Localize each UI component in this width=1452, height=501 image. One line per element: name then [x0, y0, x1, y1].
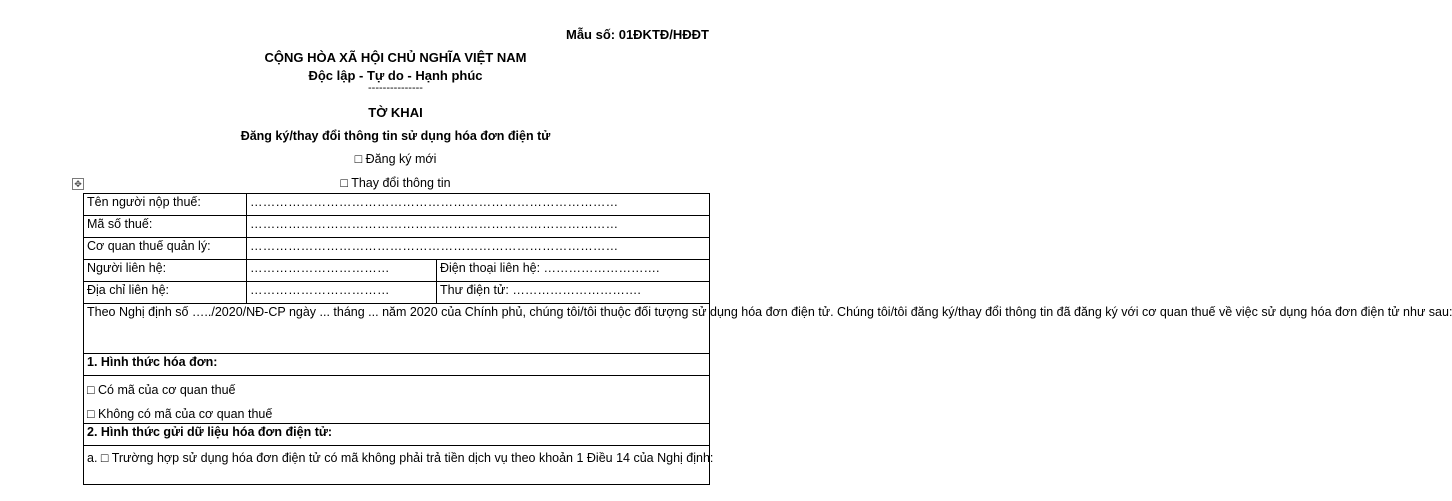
tax-office-field[interactable]: ……………………………………………………………………………: [247, 238, 710, 260]
table-row: [84, 282, 710, 304]
table-row: [84, 376, 710, 424]
option-without-tax-code[interactable]: □ Không có mã của cơ quan thuế: [87, 407, 273, 421]
email-field[interactable]: Thư điện tử: ………………………….: [437, 282, 710, 304]
section-1-title: 1. Hình thức hóa đơn:: [84, 354, 710, 376]
contact-person-field[interactable]: ……………………………: [247, 260, 437, 282]
address-label: Địa chỉ liên hệ:: [84, 282, 247, 304]
table-row: [84, 194, 710, 216]
document-subtitle: Đăng ký/thay đổi thông tin sử dụng hóa đơn điện tử: [240, 129, 551, 143]
registration-table: [83, 193, 1452, 485]
intro-paragraph: Theo Nghị định số …../2020/NĐ-CP ngày ... tháng ... năm 2020 của Chính phủ, chúng tôi/tôi thuộc đối tượng sử dụng hóa đơn điện tử. Chúng tôi/tôi đăng ký/thay đổi thông tin đã đăng ký với cơ quan thuế về việc sử dụng hóa đơn điện tử như sau:: [84, 304, 710, 354]
taxpayer-name-field[interactable]: ……………………………………………………………………………: [247, 194, 710, 216]
section-1-options: [84, 376, 710, 424]
header-divider: ---------------: [368, 82, 423, 94]
section-2-title: 2. Hình thức gửi dữ liệu hóa đơn điện tử:: [84, 424, 710, 446]
tax-code-label: Mã số thuế:: [84, 216, 247, 238]
contact-person-label: Người liên hệ:: [84, 260, 247, 282]
section-2-item-a[interactable]: a. □ Trường hợp sử dụng hóa đơn điện tử có mã không phải trả tiền dịch vụ theo khoản 1 Điều 14 của Nghị định:: [84, 446, 710, 485]
option-change-info[interactable]: □ Thay đổi thông tin: [340, 176, 451, 190]
taxpayer-name-label: Tên người nộp thuế:: [84, 194, 247, 216]
table-row: [84, 238, 710, 260]
table-row: [84, 216, 710, 238]
address-field[interactable]: ……………………………: [247, 282, 437, 304]
option-new-registration[interactable]: □ Đăng ký mới: [354, 152, 437, 166]
nation-heading: CỘNG HÒA XÃ HỘI CHỦ NGHĨA VIỆT NAM: [264, 50, 527, 65]
option-with-tax-code[interactable]: □ Có mã của cơ quan thuế: [87, 383, 236, 397]
motto: Độc lập - Tự do - Hạnh phúc: [308, 68, 483, 83]
table-row: [84, 304, 710, 354]
table-row: [84, 446, 710, 485]
phone-field[interactable]: Điện thoại liên hệ: ……………………….: [437, 260, 710, 282]
tax-code-field[interactable]: ……………………………………………………………………………: [247, 216, 710, 238]
document-title: TỜ KHAI: [368, 105, 423, 120]
form-code: Mẫu số: 01ĐKTĐ/HĐĐT: [565, 27, 709, 42]
move-icon[interactable]: ✥: [72, 178, 84, 190]
table-row: [84, 354, 710, 376]
table-row: [84, 424, 710, 446]
tax-office-label: Cơ quan thuế quản lý:: [84, 238, 247, 260]
table-row: [84, 260, 710, 282]
